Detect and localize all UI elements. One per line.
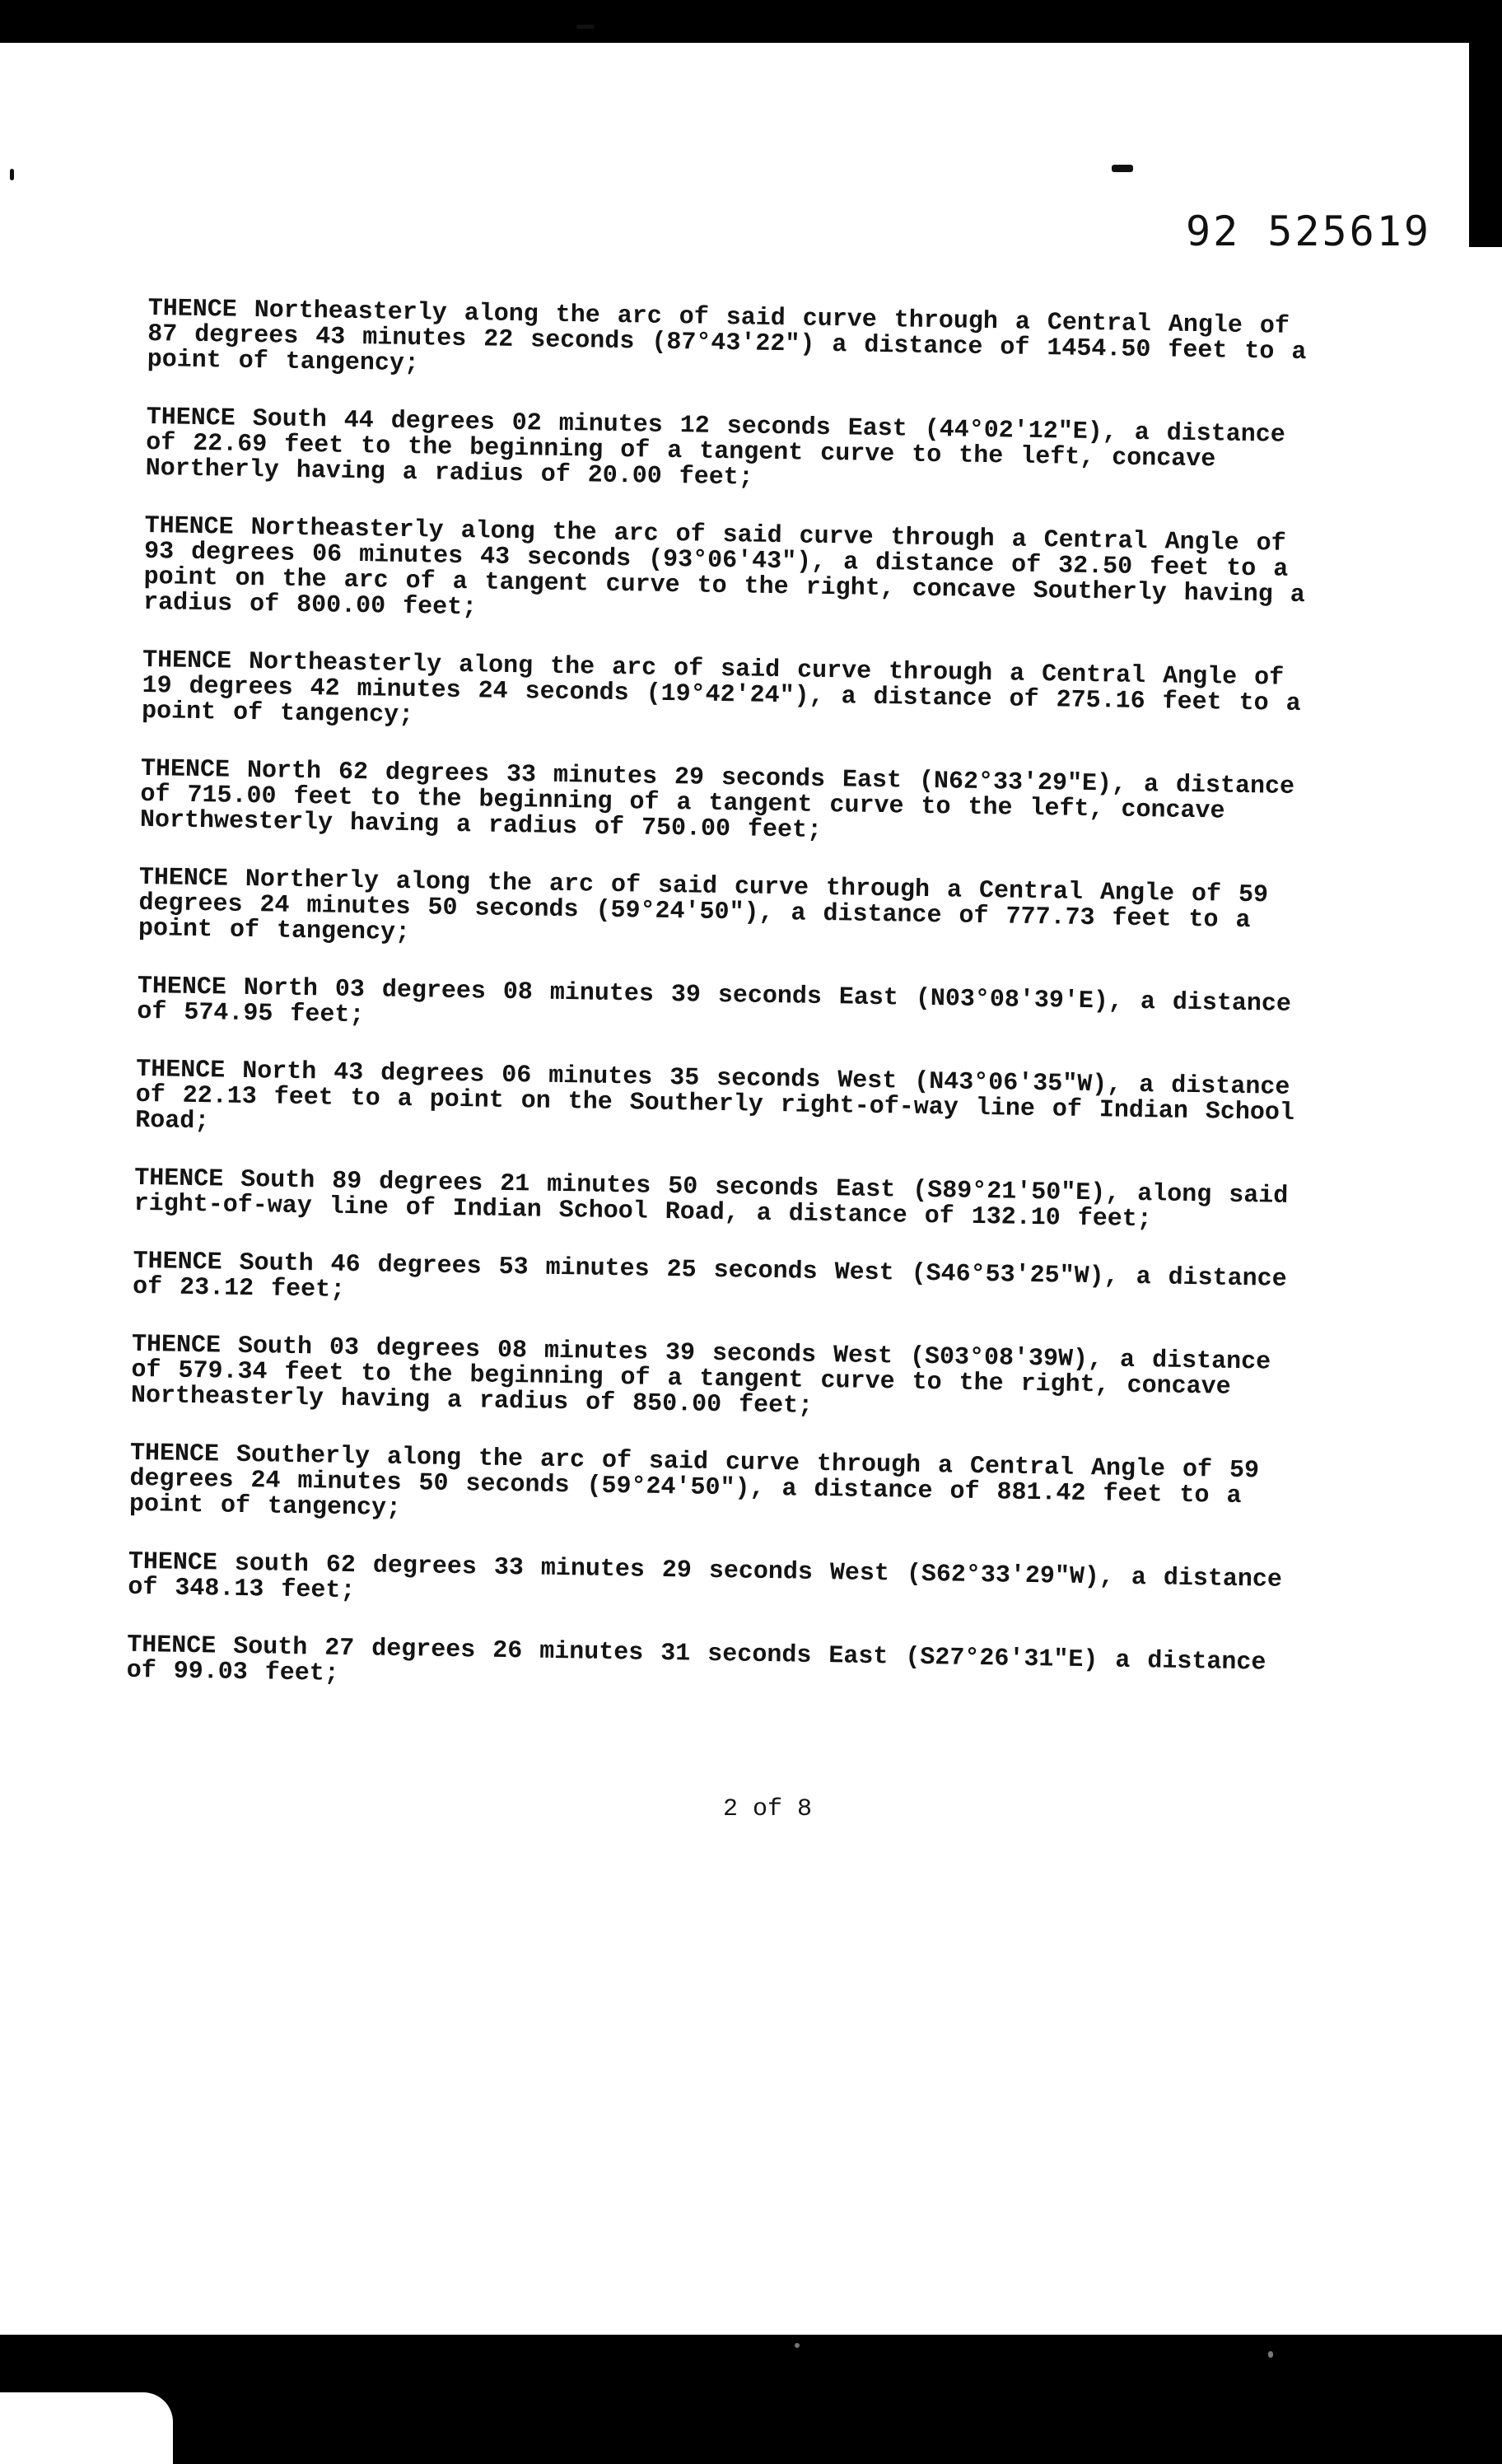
scan-right-border <box>1469 0 1502 247</box>
scan-top-border <box>0 0 1502 43</box>
page-number: 2 of 8 <box>722 1795 813 1823</box>
paragraph: THENCE South 27 degrees 26 minutes 31 seconds East (S27°26'31"E) a distance of 99.03 feet; <box>126 1631 1266 1688</box>
paragraph: THENCE Northeasterly along the arc of said curve through a Central Angle of 93 degrees 06 minutes 43 seconds (93°06'43"), a distance of 32.50 feet to a point on the arc of a tangent curve to the right, concave Southerly having a radius of 800.00 feet; <box>142 511 1305 623</box>
scan-bottom-border <box>0 2335 1502 2464</box>
legal-description-text <box>126 296 1318 1734</box>
paragraph: THENCE North 62 degrees 33 minutes 29 seconds East (N62°33'29"E), a distance of 715.00 feet to the beginning of a tangent curve to the left, concave Northwesterly having a radius of 750.00 feet; <box>139 754 1295 845</box>
paragraph: THENCE North 03 degrees 08 minutes 39 seconds East (N03°08'39'E), a distance of 574.95 feet; <box>137 972 1292 1030</box>
document-number: 92 525619 <box>1186 208 1431 255</box>
scan-speck <box>10 169 14 180</box>
paragraph: THENCE South 44 degrees 02 minutes 12 seconds East (44°02'12"E), a distance of 22.69 feet to the beginning of a tangent curve to the left, concave Northerly having a radius of 20.00 feet; <box>145 403 1286 492</box>
scan-speck <box>1112 165 1133 172</box>
scan-corner-patch <box>0 2392 173 2464</box>
paragraph: THENCE Northeasterly along the arc of said curve through a Central Angle of 87 degrees 43 minutes 22 seconds (87°43'22") a distance of 1454.50 feet to a point of tangency; <box>147 295 1307 379</box>
scan-speck <box>1268 2351 1273 2358</box>
paragraph: THENCE South 89 degrees 21 minutes 50 seconds East (S89°21'50"E), along said right-of-way line of Indian School Road, a distance of 132.10 feet; <box>133 1164 1289 1234</box>
paragraph: THENCE North 43 degrees 06 minutes 35 seconds West (N43°06'35"W), a distance of 22.13 feet to a point on the Southerly right-of-way line of Indian School Road; <box>135 1055 1295 1136</box>
paragraph: THENCE Northeasterly along the arc of said curve through a Central Angle of 19 degrees 42 minutes 24 seconds (19°42'24"), a distance of 275.16 feet to a point of tangency; <box>141 646 1301 730</box>
paragraph: THENCE Southerly along the arc of said curve through a Central Angle of 59 degrees 24 minutes 50 seconds (59°24'50"), a distance of 881.42 feet to a point of tangency; <box>128 1439 1260 1524</box>
paragraph: THENCE South 46 degrees 53 minutes 25 seconds West (S46°53'25"W), a distance of 23.12 feet; <box>132 1247 1287 1304</box>
paragraph: THENCE Northerly along the arc of said curve through a Central Angle of 59 degrees 24 minutes 50 seconds (59°24'50"), a distance of 777.73 feet to a point of tangency; <box>138 863 1269 948</box>
paragraph: THENCE South 03 degrees 08 minutes 39 seconds West (S03°08'39W), a distance of 579.34 feet to the beginning of a tangent curve to the right, concave Northeasterly having a radius of 850.00 feet; <box>130 1330 1271 1421</box>
scan-speck <box>576 25 595 29</box>
paragraph: THENCE south 62 degrees 33 minutes 29 seconds West (S62°33'29"W), a distance of 348.13 feet; <box>128 1547 1283 1606</box>
scan-speck <box>795 2343 800 2348</box>
